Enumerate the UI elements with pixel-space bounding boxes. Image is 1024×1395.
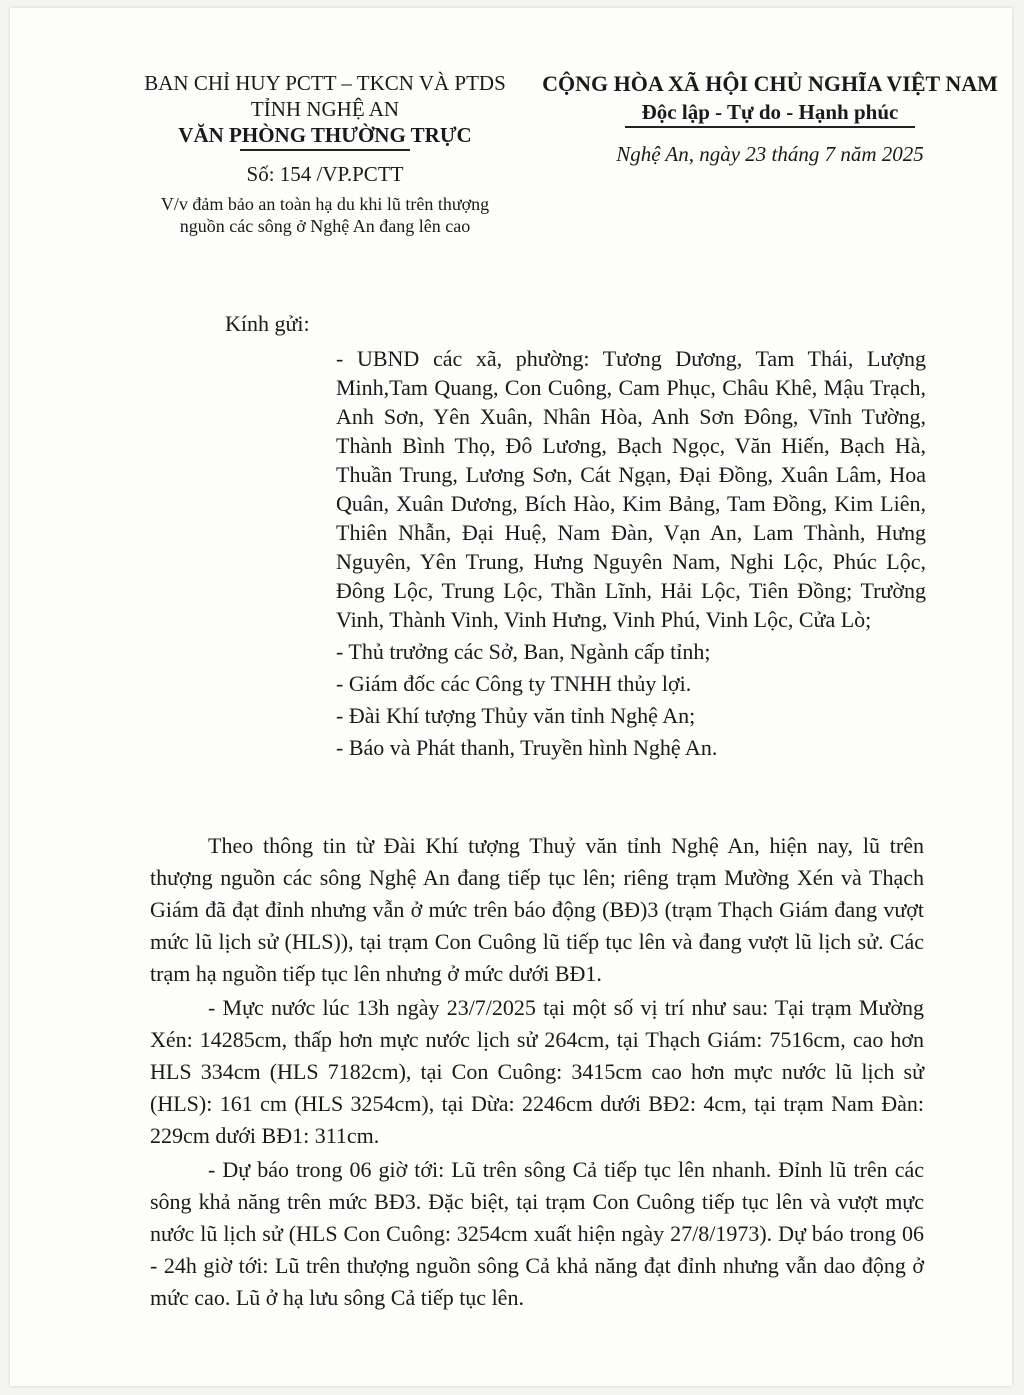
motto-underline xyxy=(625,126,915,128)
agency-name-line1: BAN CHỈ HUY PCTT – TKCN VÀ PTDS xyxy=(144,71,506,95)
date-line: Nghệ An, ngày 23 tháng 7 năm 2025 xyxy=(616,141,924,166)
national-header-block xyxy=(530,70,1010,167)
recipient-item: - Thủ trưởng các Sở, Ban, Ngành cấp tỉnh; xyxy=(336,639,711,664)
document-number: Số: 154 /VP.PCTT xyxy=(246,161,404,186)
document-body xyxy=(150,830,924,1316)
recipient-item: - UBND các xã, phường: Tương Dương, Tam Thái, Lượng Minh,Tam Quang, Con Cuông, Cam Phục, Châu Khê, Mậu Trạch, Anh Sơn, Yên Xuân, Nhân Hòa, Anh Sơn Đông, Vĩnh Tường, Thành Bình Thọ, Đô Lương, Bạch Ngọc, Văn Hiến, Bạch Hà, Thuần Trung, Lương Sơn, Cát Ngạn, Đại Đồng, Xuân Lâm, Hoa Quân, Xuân Dương, Bích Hào, Kim Bảng, Tam Đồng, Kim Liên, Thiên Nhẫn, Đại Huệ, Nam Đàn, Vạn An, Lam Thành, Hưng Nguyên, Yên Trung, Hưng Nguyên Nam, Nghi Lộc, Phúc Lộc, Đông Lộc, Trung Lộc, Thần Lĩnh, Hải Lộc, Tiên Đồng; Trường Vinh, Thành Vinh, Vinh Hưng, Vinh Phú, Vinh Lộc, Cửa Lò; xyxy=(336,346,926,632)
national-motto: Độc lập - Tự do - Hạnh phúc xyxy=(641,100,899,124)
recipient-item: - Đài Khí tượng Thủy văn tỉnh Nghệ An; xyxy=(336,703,696,728)
subject-line-2: nguồn các sông ở Nghệ An đang lên cao xyxy=(179,215,471,236)
nation-name: CỘNG HÒA XÃ HỘI CHỦ NGHĨA VIỆT NAM xyxy=(542,71,998,96)
recipients-list xyxy=(336,344,926,762)
body-paragraph: - Dự báo trong 06 giờ tới: Lũ trên sông Cả tiếp tục lên nhanh. Đỉnh lũ trên các sông khả năng trên mức BĐ3. Đặc biệt, tại trạm Con Cuông tiếp tục lên và vượt mực nước lũ lịch sử (HLS Con Cuông: 3254cm xuất hiện ngày 27/8/1973). Dự báo trong 06 - 24h giờ tới: Lũ trên thượng nguồn sông Cả khả năng đạt đỉnh nhưng vẫn dao động ở mức cao. Lũ ở hạ lưu sông Cả tiếp tục lên. xyxy=(150,1157,924,1310)
recipient-item: - Giám đốc các Công ty TNHH thủy lợi. xyxy=(336,671,692,696)
body-paragraph: - Mực nước lúc 13h ngày 23/7/2025 tại một số vị trí như sau: Tại trạm Mường Xén: 14285cm, thấp hơn mực nước lịch sử 264cm, tại Thạch Giám: 7516cm, cao hơn HLS 334cm (HLS 7182cm), tại Con Cuông: 3415cm cao hơn mực nước lũ lịch sử (HLS): 161 cm (HLS 3254cm), tại Dừa: 2246cm dưới BĐ2: 4cm, tại trạm Nam Đàn: 229cm dưới BĐ1: 311cm. xyxy=(150,995,924,1148)
body-paragraph: Theo thông tin từ Đài Khí tượng Thuỷ văn tỉnh Nghệ An, hiện nay, lũ trên thượng nguồn các sông Nghệ An đang tiếp tục lên; riêng trạm Mường Xén và Thạch Giám đã đạt đỉnh nhưng vẫn ở mức trên báo động (BĐ)3 (trạm Thạch Giám đang vượt mức lũ lịch sử (HLS)), tại trạm Con Cuông lũ tiếp tục lên và đang vượt lũ lịch sử. Các trạm hạ nguồn tiếp tục lên nhưng ở mức dưới BĐ1. xyxy=(150,833,924,986)
agency-name-line2: TỈNH NGHỆ AN xyxy=(250,97,400,121)
document-page xyxy=(10,8,1012,1386)
subject-line-1: V/v đảm bảo an toàn hạ du khi lũ trên thượng xyxy=(160,193,490,214)
salutation: Kính gửi: xyxy=(225,311,310,336)
issuing-agency-block xyxy=(125,70,525,237)
recipient-item: - Báo và Phát thanh, Truyền hình Nghệ An. xyxy=(336,735,718,760)
agency-office-name: VĂN PHÒNG THƯỜNG TRỰC xyxy=(178,123,472,147)
agency-underline xyxy=(240,149,410,151)
